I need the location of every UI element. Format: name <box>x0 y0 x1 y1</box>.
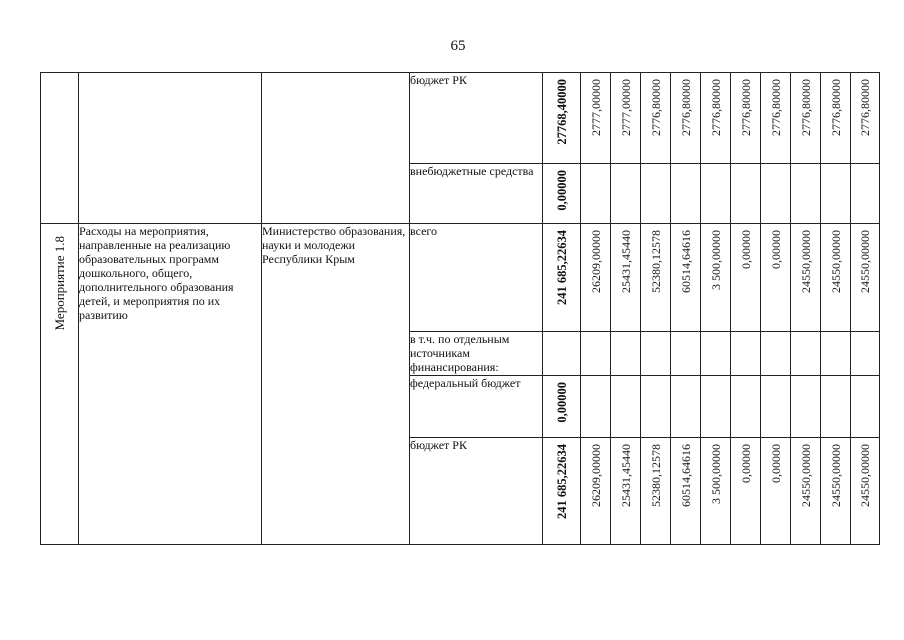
value-cell: 2776,80000 <box>791 73 821 164</box>
value-cell <box>851 332 880 376</box>
value-cell <box>761 164 791 224</box>
value-cell: 24550,00000 <box>791 438 821 545</box>
continuation-description-cell <box>79 73 262 224</box>
value-cell: 52380,12578 <box>641 224 671 332</box>
value-cell: 2776,80000 <box>821 73 851 164</box>
value-cell <box>581 376 611 438</box>
value-cell: 2777,00000 <box>611 73 641 164</box>
total-cell: 27768,40000 <box>543 73 581 164</box>
value-cell: 52380,12578 <box>641 438 671 545</box>
total-cell: 241 685,22634 <box>543 438 581 545</box>
value-cell: 2776,80000 <box>761 73 791 164</box>
source-label: бюджет РК <box>410 438 543 545</box>
source-label: внебюджетные средства <box>410 164 543 224</box>
value-cell <box>731 332 761 376</box>
value-cell: 2776,80000 <box>671 73 701 164</box>
value-cell <box>821 376 851 438</box>
source-label: в т.ч. по отдельным источникам финансирования: <box>410 332 543 376</box>
total-cell: 241 685,22634 <box>543 224 581 332</box>
value-cell: 25431,45440 <box>611 438 641 545</box>
value-cell: 3 500,00000 <box>701 438 731 545</box>
value-cell: 2777,00000 <box>581 73 611 164</box>
table-row <box>41 224 880 332</box>
value-cell <box>731 376 761 438</box>
value-cell <box>821 164 851 224</box>
value-cell: 26209,00000 <box>581 224 611 332</box>
source-label: всего <box>410 224 543 332</box>
value-cell: 0,00000 <box>731 438 761 545</box>
value-cell <box>641 164 671 224</box>
value-cell <box>821 332 851 376</box>
value-cell: 24550,00000 <box>821 438 851 545</box>
value-cell <box>611 376 641 438</box>
value-cell: 2776,80000 <box>851 73 880 164</box>
value-cell <box>851 164 880 224</box>
value-cell: 25431,45440 <box>611 224 641 332</box>
page-number: 65 <box>450 38 466 54</box>
value-cell <box>761 376 791 438</box>
value-cell: 24550,00000 <box>821 224 851 332</box>
continuation-event-cell <box>41 73 79 224</box>
value-cell: 0,00000 <box>731 224 761 332</box>
event-executor: Министерство образования, науки и молодежи Республики Крым <box>262 224 410 545</box>
source-label: федеральный бюджет <box>410 376 543 438</box>
value-cell <box>671 376 701 438</box>
value-cell <box>791 376 821 438</box>
value-cell: 2776,80000 <box>641 73 671 164</box>
value-cell: 3 500,00000 <box>701 224 731 332</box>
value-cell <box>611 164 641 224</box>
value-cell: 24550,00000 <box>851 438 880 545</box>
value-cell <box>701 332 731 376</box>
value-cell <box>791 164 821 224</box>
value-cell <box>701 376 731 438</box>
value-cell: 0,00000 <box>761 224 791 332</box>
value-cell: 24550,00000 <box>791 224 821 332</box>
table-row <box>41 73 880 164</box>
value-cell <box>671 332 701 376</box>
value-cell <box>581 332 611 376</box>
budget-table <box>40 72 880 545</box>
total-cell <box>543 332 581 376</box>
value-cell: 0,00000 <box>761 438 791 545</box>
value-cell <box>641 376 671 438</box>
continuation-executor-cell <box>262 73 410 224</box>
value-cell: 2776,80000 <box>701 73 731 164</box>
source-label: бюджет РК <box>410 73 543 164</box>
value-cell <box>851 376 880 438</box>
total-cell: 0,00000 <box>543 376 581 438</box>
value-cell <box>581 164 611 224</box>
value-cell: 60514,64616 <box>671 438 701 545</box>
event-number: Мероприятие 1.8 <box>51 236 67 331</box>
value-cell <box>641 332 671 376</box>
value-cell <box>671 164 701 224</box>
value-cell <box>761 332 791 376</box>
value-cell <box>791 332 821 376</box>
total-cell: 0,00000 <box>543 164 581 224</box>
value-cell: 26209,00000 <box>581 438 611 545</box>
value-cell <box>731 164 761 224</box>
event-description: Расходы на мероприятия, направленные на реализацию образовательных программ дошкольного, общего, дополнительного образования детей, и мероприятия по их развитию <box>79 224 262 545</box>
value-cell <box>611 332 641 376</box>
value-cell: 24550,00000 <box>851 224 880 332</box>
value-cell <box>701 164 731 224</box>
event-number-cell <box>41 224 79 545</box>
value-cell: 60514,64616 <box>671 224 701 332</box>
value-cell: 2776,80000 <box>731 73 761 164</box>
